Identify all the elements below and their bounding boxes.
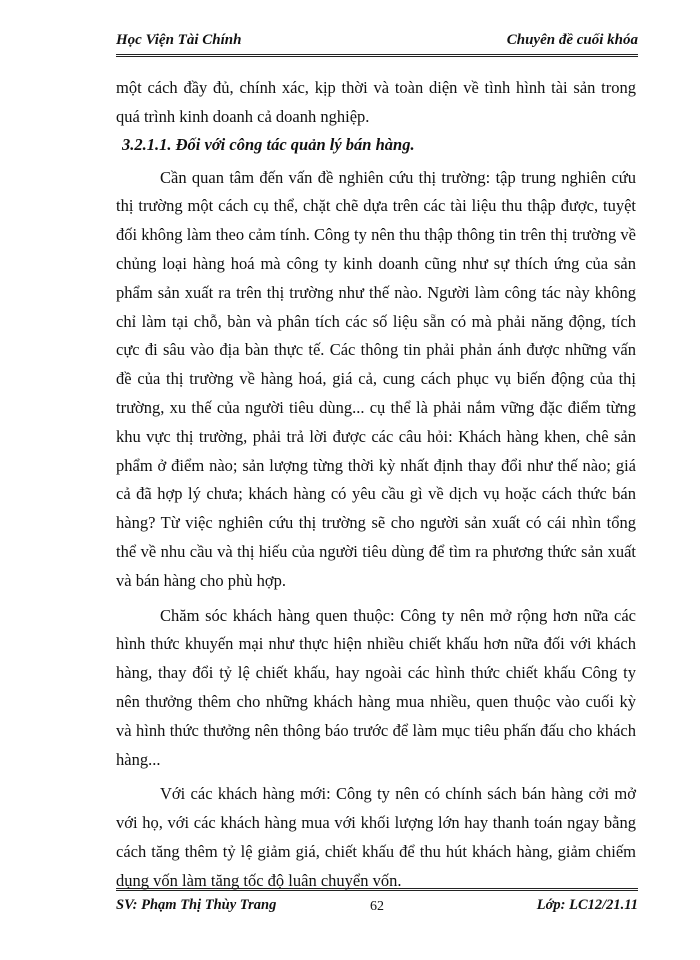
footer-class-code: Lớp: LC12/21.11 — [536, 897, 638, 913]
paragraph-market-research: Cần quan tâm đến vấn đề nghiên cứu thị trường: tập trung nghiên cứu thị trường một cách cụ thể, chặt chẽ dựa trên các tài liệu thu thập được, tuyệt đối không làm theo cảm tính. Công ty nên thu thập thông tin trên thị trường về chủng loại hàng hoá mà công ty kinh doanh cũng như sự thích ứng của sản phẩm sản xuất ra trên thị trường như thế nào. Người làm công tác này không chỉ làm tại chỗ, bàn và phân tích các số liệu sẵn có mà phải năng động, tích cực đi sâu vào địa bàn thực tế. Các thông tin phải phản ánh được những vấn đề của thị trường về hàng hoá, giá cả, cung cách phục vụ biến động của thị trường, xu thế của người tiêu dùng... cụ thể là phải nắm vững đặc điểm từng khu vực thị trường, phải trả lời được các câu hỏi: Khách hàng khen, chê sản phẩm ở điểm nào; sản lượng từng thời kỳ nhất định thay đổi như thế nào; giá cả đã hợp lý chưa; khách hàng có yêu cầu gì về dịch vụ hoặc cách thức bán hàng? Từ việc nghiên cứu thị trường sẽ cho người sản xuất có cái nhìn tổng thể về nhu cầu và thị hiếu của người tiêu dùng để tìm ra phương thức sản xuất và bán hàng cho phù hợp. — [116, 167, 636, 590]
intro-paragraph: một cách đầy đủ, chính xác, kịp thời và toàn diện về tình hình tài sản trong quá trình kinh doanh cả doanh nghiệp. — [116, 78, 636, 126]
header-institution: Học Viện Tài Chính — [116, 32, 242, 48]
paragraph-new-customers: Với các khách hàng mới: Công ty nên có chính sách bán hàng cởi mở với họ, với các khách hàng mua với khối lượng lớn hay thanh toán ngay bằng cách tăng thêm tỷ lệ giảm giá, chiết khấu để thu hút khách hàng, giảm chiếm dụng vốn làm tăng tốc độ luân chuyển vốn. — [116, 784, 636, 890]
page-footer — [116, 888, 638, 917]
footer-student-name: SV: Phạm Thị Thùy Trang — [116, 897, 277, 913]
page-body — [116, 74, 636, 896]
page-header — [116, 30, 638, 57]
page-number: 62 — [370, 899, 384, 914]
paragraph-loyal-customers: Chăm sóc khách hàng quen thuộc: Công ty nên mở rộng hơn nữa các hình thức khuyến mại như thực hiện nhiều chiết khấu hơn nữa đối với khách hàng, thay đổi tỷ lệ chiết khấu, hay ngoài các hình thức chiết khấu Công ty nên thưởng thêm cho những khách hàng mua nhiều, quen thuộc vào cuối kỳ và hình thức thưởng nên thông báo trước để làm mục tiêu phấn đấu cho khách hàng... — [116, 605, 636, 769]
section-heading: 3.2.1.1. Đối với công tác quản lý bán hàng. — [122, 134, 415, 154]
header-document-type: Chuyên đề cuối khóa — [506, 32, 638, 48]
